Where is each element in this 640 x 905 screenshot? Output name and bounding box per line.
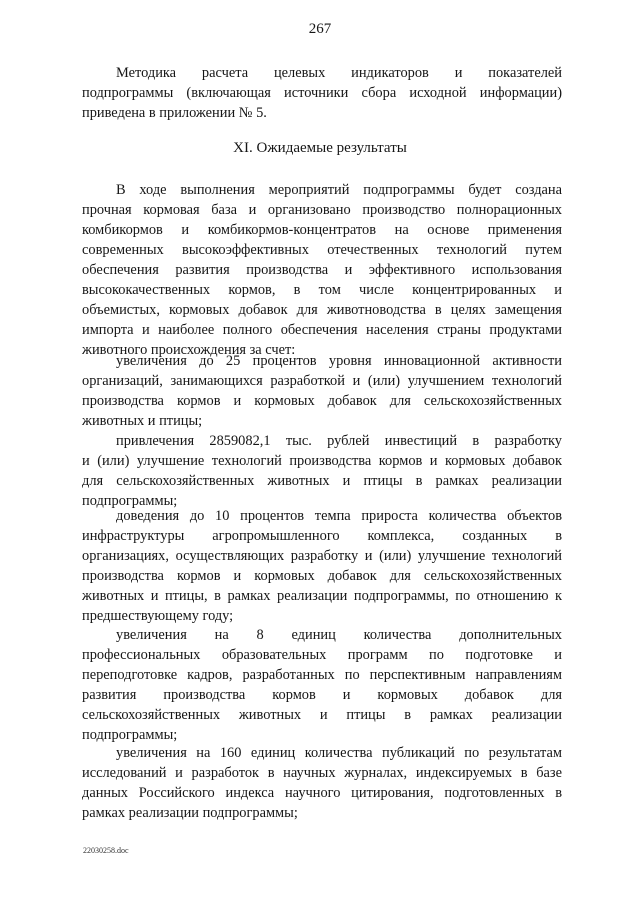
list-item [82,506,562,626]
text-line: подпрограммы (включающая источники сбора исходной информации) [82,85,562,101]
list-item-text [82,743,562,823]
list-item-text [82,625,562,745]
text-line: данных Российского индекса научного цитирования, подготовленных в [82,785,562,801]
text-line: рамках реализации подпрограммы; [82,805,298,821]
text-line: производства кормов и кормовых добавок для сельскохозяйственных [82,393,562,409]
list-item-text [82,506,562,626]
text-line: организаций, занимающихся разработкой и (или) улучшением технологий [82,373,562,389]
text-line: увеличения на 160 единиц количества публикаций по результатам [116,745,562,761]
list-item-text [82,431,562,511]
text-line: привлечения 2859082,1 тыс. рублей инвестиций в разработку [116,433,562,449]
text-line: подпрограммы; [82,727,178,743]
text-line: производства кормов и кормовых добавок для сельскохозяйственных [82,568,562,584]
text-line: подпрограммы; [82,493,178,509]
text-line: импорта и наиболее полного обеспечения населения страны продуктами [82,322,562,338]
list-item [82,351,562,431]
list-item [82,431,562,511]
text-line: животного происхождения за счет: [82,342,296,358]
text-line: исследований и разработок в научных журналах, индексируемых в базе [82,765,562,781]
text-line: развития производства кормов и кормовых добавок для [82,687,562,703]
text-line: профессиональных образовательных программ по подготовке и [82,647,562,663]
paragraph-text [82,180,562,360]
text-line: инфраструктуры агропромышленного комплекса, созданных в [82,528,562,544]
text-line: высококачественных кормов, в том числе концентрированных и [82,282,562,298]
text-line: предшествующему году; [82,608,234,624]
text-line: обеспечения развития производства и эффективного использования [82,262,562,278]
text-line: организациях, осуществляющих разработку и (или) улучшение технологий [82,548,562,564]
intro-paragraph [82,63,562,123]
list-item-text [82,351,562,431]
text-line: увеличения до 25 процентов уровня инновационной активности [116,353,562,369]
list-item [82,625,562,745]
text-line: животных и птицы; [82,413,203,429]
text-line: прочная кормовая база и организовано производство полнорационных [82,202,562,218]
text-line: объемистых, кормовых добавок для животноводства в целях замещения [82,302,562,318]
text-line: доведения до 10 процентов темпа прироста количества объектов [116,508,562,524]
text-line: сельскохозяйственных животных и птицы в рамках реализации [82,707,562,723]
text-line: комбикормов и комбикормов-концентратов на основе применения [82,222,562,238]
footer-filename: 22030258.doc [83,846,129,855]
text-line: В ходе выполнения мероприятий подпрограммы будет создана [116,182,562,198]
text-line: современных высокоэффективных отечественных технологий путем [82,242,562,258]
text-line: увеличения на 8 единиц количества дополнительных [116,627,562,643]
text-line: животных и птицы, в рамках реализации подпрограммы, по отношению к [82,588,562,604]
paragraph-main [82,180,562,360]
text-line: и (или) улучшение технологий производства кормов и кормовых добавок [82,453,562,469]
text-line: для сельскохозяйственных животных и птицы в рамках реализации [82,473,562,489]
text-line: приведена в приложении № 5. [82,105,267,121]
text-line: переподготовке кадров, разработанных по перспективным направлениям [82,667,562,683]
page-number: 267 [308,21,332,37]
section-heading: XI. Ожидаемые результаты [233,140,407,156]
text-line: Методика расчета целевых индикаторов и показателей [116,65,562,81]
intro-text [82,63,562,123]
list-item [82,743,562,823]
